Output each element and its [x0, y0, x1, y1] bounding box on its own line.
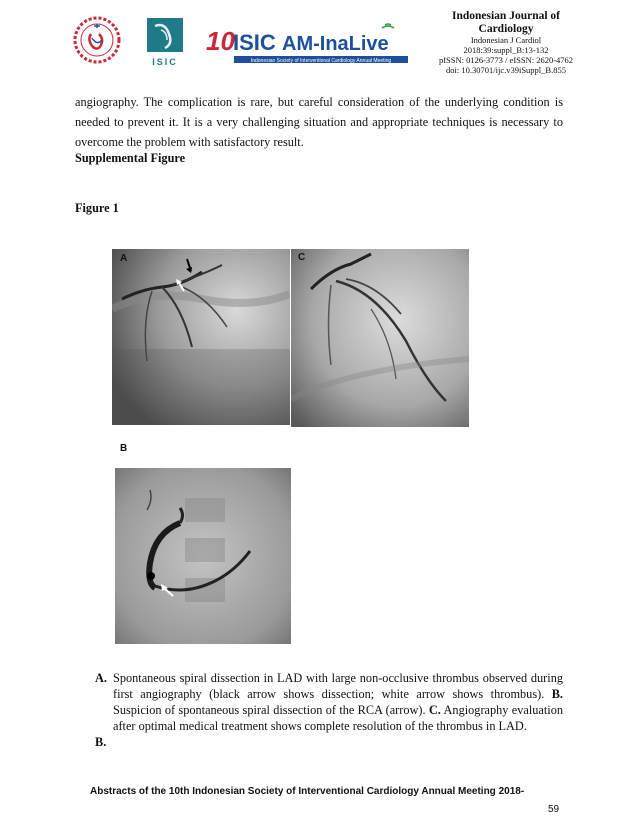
supplemental-heading: Supplemental Figure	[75, 151, 186, 165]
angiogram-panel-b	[115, 468, 291, 644]
caption-text-b: Suspicion of spontaneous spiral dissection of the RCA (arrow).	[113, 703, 426, 717]
caption-key-b-trailing: B.	[95, 735, 107, 749]
panel-label-c: C	[298, 252, 306, 263]
figure-heading: Figure 1	[75, 201, 119, 215]
caption-text-a: Spontaneous spiral dissection in LAD with large non-occlusive thrombus observed during first angiography (black arrow shows dissection; white arrow shows thrombus).	[113, 671, 563, 701]
caption-key-b-inline: B.	[551, 687, 563, 701]
isic-logo	[141, 16, 189, 68]
journal-issn: pISSN: 0126-3773 / eISSN: 2620-4762	[438, 54, 574, 65]
page-footer: Abstracts of the 10th Indonesian Society of Interventional Cardiology Annual Meeting 2018-	[90, 786, 525, 797]
panel-label-a: A	[120, 253, 128, 264]
journal-info	[416, 10, 596, 76]
isicam-tagline: Indonesian Society of Interventional Cardiology Annual Meeting	[250, 58, 392, 64]
journal-title-line1: Indonesian Journal of	[451, 10, 560, 22]
angiogram-panel-a	[112, 249, 290, 425]
isic-logo-text: ISIC	[152, 57, 178, 67]
journal-abbrev: Indonesian J Cardiol	[470, 35, 542, 46]
svg-text:10: 10	[206, 26, 235, 56]
page-number: 59	[548, 804, 560, 815]
isicam-logo-main: AM-InaLive	[282, 33, 389, 55]
isicam-logo-prefix: ISIC	[233, 30, 276, 55]
perki-logo	[64, 14, 130, 66]
caption-text-c: Angiography evaluation after optimal medical treatment shows complete resolution of the thrombus in LAD.	[113, 703, 563, 733]
caption-key-a: A.	[95, 671, 107, 685]
panel-label-b: B	[120, 443, 128, 454]
body-paragraph: angiography. The complication is rare, but careful consideration of the underlying condition is needed to prevent it. It is a very challenging situation and appropriate techniques is necessary to overcome the problem with satisfactory result.	[75, 95, 563, 149]
caption-text	[113, 670, 563, 734]
journal-title-line2: Cardiology	[478, 23, 534, 36]
figure-caption	[95, 670, 563, 750]
caption-key-c-inline: C.	[428, 703, 441, 717]
isicam-inalive-logo	[206, 20, 410, 66]
angiogram-panel-c	[291, 249, 469, 427]
journal-doi: doi: 10.30701/ijc.v39iSuppl_B.855	[446, 64, 566, 75]
journal-volume: 2018:39:suppl_B:13-132	[463, 45, 549, 56]
